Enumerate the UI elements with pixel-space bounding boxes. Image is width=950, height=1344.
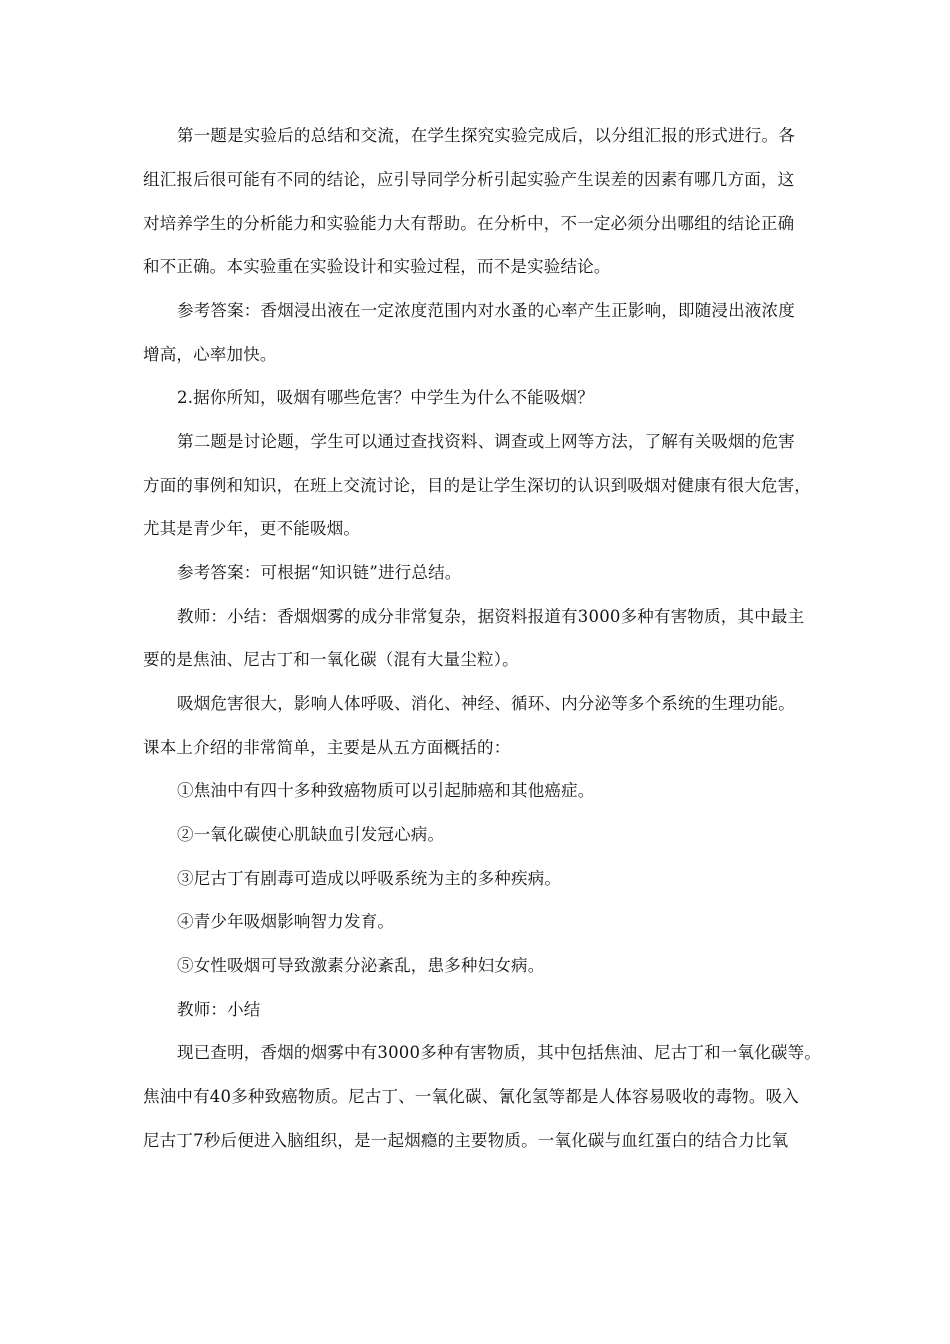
paragraph-1-line-1: 第一题是实验后的总结和交流，在学生探究实验完成后，以分组汇报的形式进行。各 bbox=[177, 126, 795, 145]
paragraph-14-line-2: 焦油中有40多种致癌物质。尼古丁、一氧化碳、氰化氢等都是人体容易吸收的毒物。吸入 bbox=[143, 1087, 799, 1106]
paragraph-1-line-3: 对培养学生的分析能力和实验能力大有帮助。在分析中，不一定必须分出哪组的结论正确 bbox=[143, 214, 795, 233]
list-item-2: ②一氧化碳使心肌缺血引发冠心病。 bbox=[177, 825, 445, 844]
paragraph-2-line-1: 参考答案：香烟浸出液在一定浓度范围内对水蚤的心率产生正影响，即随浸出液浓度 bbox=[177, 301, 795, 320]
paragraph-7-line-1: 吸烟危害很大，影响人体呼吸、消化、神经、循环、内分泌等多个系统的生理功能。 bbox=[177, 694, 795, 713]
paragraph-14-line-1: 现已查明，香烟的烟雾中有3000多种有害物质，其中包括焦油、尼古丁和一氧化碳等。 bbox=[177, 1043, 821, 1062]
list-item-1: ①焦油中有四十多种致癌物质可以引起肺癌和其他癌症。 bbox=[177, 781, 595, 800]
teacher-summary-heading: 教师：小结 bbox=[177, 1000, 261, 1019]
paragraph-6-line-2: 要的是焦油、尼古丁和一氧化碳（混有大量尘粒）。 bbox=[143, 650, 519, 669]
list-item-5: ⑤女性吸烟可导致激素分泌紊乱，患多种妇女病。 bbox=[177, 956, 545, 975]
paragraph-14-line-3: 尼古丁7秒后便进入脑组织，是一起烟瘾的主要物质。一氧化碳与血红蛋白的结合力比氧 bbox=[143, 1131, 789, 1150]
paragraph-7-line-2: 课本上介绍的非常简单，主要是从五方面概括的： bbox=[143, 738, 511, 757]
list-item-4: ④青少年吸烟影响智力发育。 bbox=[177, 912, 395, 931]
reference-answer-2: 参考答案：可根据“知识链”进行总结。 bbox=[177, 563, 462, 582]
paragraph-1-line-2: 组汇报后很可能有不同的结论，应引导同学分析引起实验产生误差的因素有哪几方面，这 bbox=[143, 170, 795, 189]
paragraph-6-line-1: 教师：小结：香烟烟雾的成分非常复杂，据资料报道有3000多种有害物质，其中最主 bbox=[177, 607, 805, 626]
paragraph-2-line-2: 增高，心率加快。 bbox=[143, 345, 277, 364]
paragraph-1-line-4: 和不正确。本实验重在实验设计和实验过程，而不是实验结论。 bbox=[143, 257, 611, 276]
paragraph-4-line-1: 第二题是讨论题，学生可以通过查找资料、调查或上网等方法，了解有关吸烟的危害 bbox=[177, 432, 795, 451]
question-2: 2.据你所知，吸烟有哪些危害？中学生为什么不能吸烟？ bbox=[177, 388, 594, 407]
paragraph-4-line-3: 尤其是青少年，更不能吸烟。 bbox=[143, 519, 361, 538]
paragraph-4-line-2: 方面的事例和知识，在班上交流讨论，目的是让学生深切的认识到吸烟对健康有很大危害， bbox=[143, 476, 811, 495]
list-item-3: ③尼古丁有剧毒可造成以呼吸系统为主的多种疾病。 bbox=[177, 869, 562, 888]
